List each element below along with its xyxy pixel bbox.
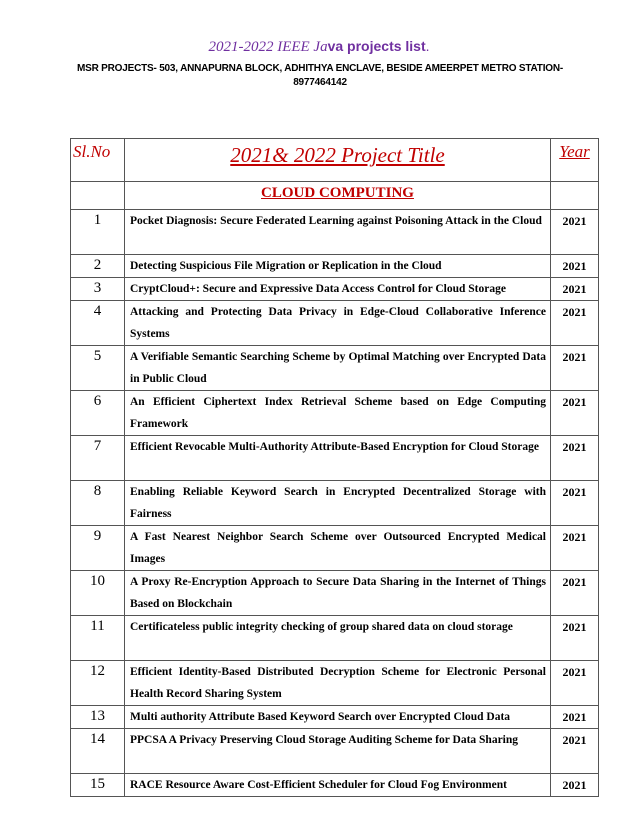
- table-row: [71, 774, 599, 797]
- row-number: 11: [71, 616, 125, 661]
- project-title: PPCSA A Privacy Preserving Cloud Storage Auditing Scheme for Data Sharing: [125, 729, 551, 774]
- project-title: Enabling Reliable Keyword Search in Encrypted Decentralized Storage with Fairness: [125, 481, 551, 526]
- project-year: 2021: [551, 661, 599, 706]
- project-year: 2021: [551, 774, 599, 797]
- project-year: 2021: [551, 278, 599, 301]
- table-row: [71, 526, 599, 571]
- project-title: Pocket Diagnosis: Secure Federated Learning against Poisoning Attack in the Cloud: [125, 210, 551, 255]
- table-row: [71, 255, 599, 278]
- row-number: 7: [71, 436, 125, 481]
- project-title: Efficient Identity-Based Distributed Decryption Scheme for Electronic Personal Health Record Sharing System: [125, 661, 551, 706]
- table-row: [71, 616, 599, 661]
- row-number: 6: [71, 391, 125, 436]
- project-year: 2021: [551, 436, 599, 481]
- column-header-title-text: 2021& 2022 Project Title: [230, 143, 445, 167]
- table-row: [71, 436, 599, 481]
- table-row: [71, 706, 599, 729]
- table-row: [71, 481, 599, 526]
- row-number: 1: [71, 210, 125, 255]
- project-title: Attacking and Protecting Data Privacy in Edge-Cloud Collaborative Inference Systems: [125, 301, 551, 346]
- row-number: 8: [71, 481, 125, 526]
- project-title: CryptCloud+: Secure and Expressive Data Access Control for Cloud Storage: [125, 278, 551, 301]
- project-title: RACE Resource Aware Cost-Efficient Scheduler for Cloud Fog Environment: [125, 774, 551, 797]
- row-number: 4: [71, 301, 125, 346]
- table-row: [71, 210, 599, 255]
- project-title: A Proxy Re-Encryption Approach to Secure Data Sharing in the Internet of Things Based on Blockchain: [125, 571, 551, 616]
- project-year: 2021: [551, 255, 599, 278]
- table-row: [71, 729, 599, 774]
- row-number: 14: [71, 729, 125, 774]
- projects-table: [70, 138, 599, 797]
- category-label: CLOUD COMPUTING: [125, 182, 551, 210]
- column-header-title: [125, 139, 551, 182]
- project-title: A Fast Nearest Neighbor Search Scheme over Outsourced Encrypted Medical Images: [125, 526, 551, 571]
- project-title: Certificateless public integrity checking of group shared data on cloud storage: [125, 616, 551, 661]
- column-header-sl-no: Sl.No: [71, 139, 125, 182]
- project-year: 2021: [551, 301, 599, 346]
- project-year: 2021: [551, 616, 599, 661]
- column-header-year: [551, 139, 599, 182]
- project-year: 2021: [551, 706, 599, 729]
- row-number: 5: [71, 346, 125, 391]
- project-title: An Efficient Ciphertext Index Retrieval Scheme based on Edge Computing Framework: [125, 391, 551, 436]
- row-number: 10: [71, 571, 125, 616]
- category-empty-cell: [71, 182, 125, 210]
- document-title-part1: 2021-2022 IEEE Ja: [208, 39, 328, 55]
- table-header-row: [71, 139, 599, 182]
- project-title: Multi authority Attribute Based Keyword Search over Encrypted Cloud Data: [125, 706, 551, 729]
- row-number: 2: [71, 255, 125, 278]
- table-row: [71, 301, 599, 346]
- project-year: 2021: [551, 571, 599, 616]
- project-title: Efficient Revocable Multi-Authority Attribute-Based Encryption for Cloud Storage: [125, 436, 551, 481]
- column-header-year-text: Year: [559, 142, 590, 161]
- category-empty-cell: [551, 182, 599, 210]
- company-address: MSR PROJECTS- 503, ANNAPURNA BLOCK, ADHITHYA ENCLAVE, BESIDE AMEERPET METRO STATION-8977464142: [76, 63, 564, 88]
- project-year: 2021: [551, 346, 599, 391]
- project-year: 2021: [551, 391, 599, 436]
- document-title: [0, 38, 638, 56]
- document-title-suffix: .: [425, 38, 430, 54]
- project-title: A Verifiable Semantic Searching Scheme by Optimal Matching over Encrypted Data in Public Cloud: [125, 346, 551, 391]
- row-number: 9: [71, 526, 125, 571]
- table-row: [71, 571, 599, 616]
- row-number: 15: [71, 774, 125, 797]
- table-row: [71, 278, 599, 301]
- row-number: 13: [71, 706, 125, 729]
- row-number: 3: [71, 278, 125, 301]
- row-number: 12: [71, 661, 125, 706]
- table-row: [71, 391, 599, 436]
- project-year: 2021: [551, 729, 599, 774]
- project-year: 2021: [551, 526, 599, 571]
- document-title-part2: va projects list: [327, 38, 426, 54]
- project-title: Detecting Suspicious File Migration or Replication in the Cloud: [125, 255, 551, 278]
- table-row: [71, 661, 599, 706]
- category-row: [71, 182, 599, 210]
- project-year: 2021: [551, 481, 599, 526]
- project-year: 2021: [551, 210, 599, 255]
- table-row: [71, 346, 599, 391]
